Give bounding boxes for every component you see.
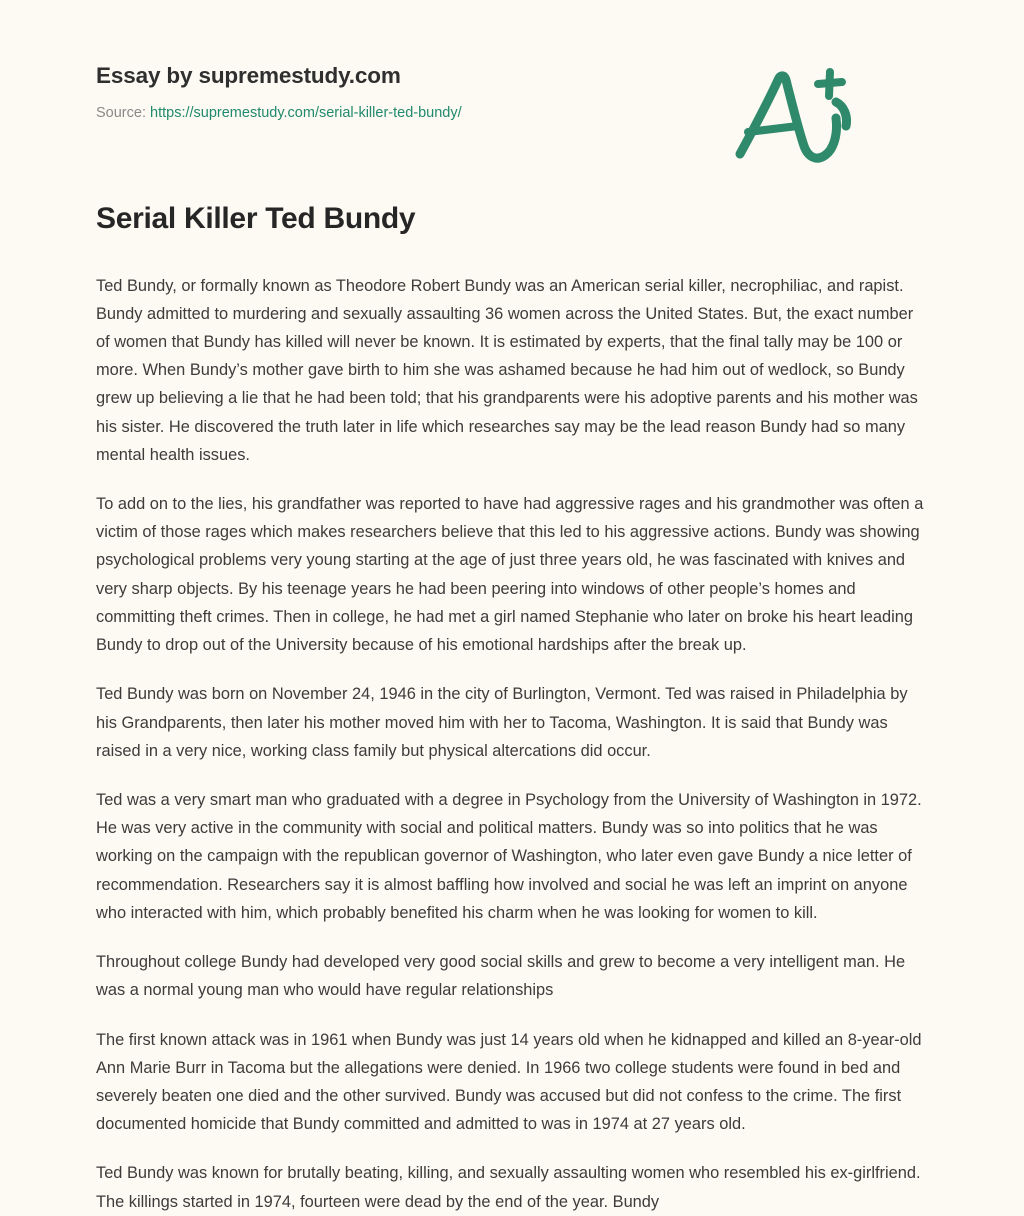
source-label: Source: [96, 105, 146, 121]
essay-paragraphs [96, 272, 928, 1216]
paragraph: Throughout college Bundy had developed very good social skills and grew to become a very intelligent man. He was a normal young man who would have regular relationships [96, 953, 906, 1000]
article-body [96, 120, 928, 1216]
paragraph: The first known attack was in 1961 when Bundy was just 14 years old when he kidnapped and killed an 8-year-old Ann Marie Burr in Tacoma but the allegations were denied. In 1966 two college students were found in bed and severely beaten one died and the other survived. Bundy was accused but did not confess to the crime. The first documented homicide that Bundy committed and admitted to was in 1974 at 27 years old. [96, 1030, 922, 1134]
paragraph: Ted Bundy was born on November 24, 1946 in the city of Burlington, Vermont. Ted was raised in Philadelphia by his Grandparents, then later his mother moved him with her to Tacoma, Washington. It is said that Bundy was raised in a very nice, working class family but physical altercations did occur. [96, 685, 908, 760]
source-url-link[interactable]: https://supremestudy.com/serial-killer-ted-bundy/ [150, 105, 462, 121]
paragraph: Ted Bundy was known for brutally beating, killing, and sexually assaulting women who resembled his ex-girlfriend. The killings started in 1974, fourteen were dead by the end of the year. Bundy [96, 1164, 921, 1211]
source-line [96, 105, 928, 122]
paragraph: Ted was a very smart man who graduated with a degree in Psychology from the University of Washington in 1972. He was very active in the community with social and political matters. Bundy was so into politics that he was working on the campaign with the republican governor of Washington, who later even gave Bundy a nice letter of recommendation. Researchers say it is almost baffling how involved and social he was left an imprint on anyone who interacted with him, which probably benefited his charm when he was looking for women to kill. [96, 791, 922, 922]
page-header [96, 0, 928, 120]
paragraph: Ted Bundy, or formally known as Theodore Robert Bundy was an American serial killer, necrophiliac, and rapist. Bundy admitted to murdering and sexually assaulting 36 women across the United States. But, the exact number of women that Bundy has killed will never be known. It is estimated by experts, that the final tally may be 100 or more. When Bundy’s mother gave birth to him she was ashamed because he had him out of wedlock, so Bundy grew up believing a lie that he had been told; that his grandparents were his adoptive parents and his mother was his sister. He discovered the truth later in life which researches say may be the lead reason Bundy had so many mental health issues. [96, 276, 918, 464]
paragraph: To add on to the lies, his grandfather was reported to have had aggressive rages and his grandmother was often a victim of those rages which makes researchers believe that this led to his aggressive actions. Bundy was showing psychological problems very young starting at the age of just three years old, he was fascinated with knives and very sharp objects. By his teenage years he had been peering into windows of other people’s homes and committing theft crimes. Then in college, he had met a girl named Stephanie who later on broke his heart leading Bundy to drop out of the University because of his emotional hardships after the break up. [96, 495, 924, 655]
brand-byline: Essay by supremestudy.com [96, 63, 401, 88]
page-title: Serial Killer Ted Bundy [96, 202, 416, 235]
